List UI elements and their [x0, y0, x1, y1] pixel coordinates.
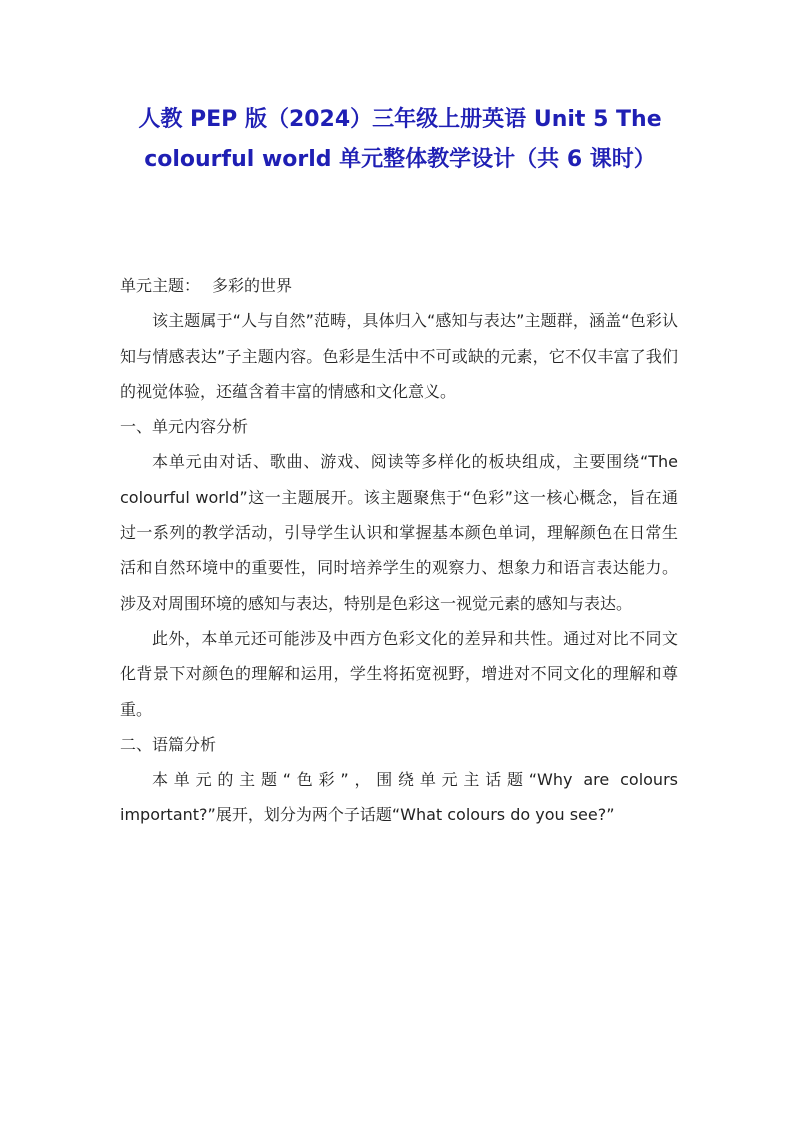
- unit-theme-label: 单元主题：: [120, 276, 201, 295]
- content-analysis-paragraph-2: 此外，本单元还可能涉及中西方色彩文化的差异和共性。通过对比不同文化背景下对颜色的理解和运用，学生将拓宽视野，增进对不同文化的理解和尊重。: [120, 628, 678, 719]
- document-title: [100, 100, 700, 180]
- text-analysis-paragraph-1: 本单元的主题“色彩”，围绕单元主话题“Why are colours important?”展开，划分为两个子话题“What colours do you see?”: [120, 770, 678, 825]
- unit-theme-value: 多彩的世界: [212, 276, 293, 295]
- intro-paragraph: 该主题属于“人与自然”范畴，具体归入“感知与表达”主题群，涵盖“色彩认知与情感表达”子主题内容。色彩是生活中不可或缺的元素，它不仅丰富了我们的视觉体验，还蕴含着丰富的情感和文化意义。: [120, 311, 678, 401]
- title-line-1: 人教 PEP 版（2024）三年级上册英语 Unit 5 The: [138, 107, 662, 132]
- content-analysis-paragraph-1: 本单元由对话、歌曲、游戏、阅读等多样化的板块组成，主要围绕“The colourful world”这一主题展开。该主题聚焦于“色彩”这一核心概念，旨在通过一系列的教学活动，引导学生认识和掌握基本颜色单词，理解颜色在日常生活和自然环境中的重要性，同时培养学生的观察力、想象力和语言表达能力。涉及对周围环境的感知与表达，特别是色彩这一视觉元素的感知与表达。: [120, 452, 678, 613]
- section-heading-content-analysis: 一、单元内容分析: [120, 417, 249, 437]
- document-body: [120, 268, 678, 833]
- section-heading-text-analysis: 二、语篇分析: [120, 734, 217, 754]
- title-line-2: colourful world 单元整体教学设计（共 6 课时）: [144, 147, 656, 172]
- unit-theme-line: [120, 268, 678, 303]
